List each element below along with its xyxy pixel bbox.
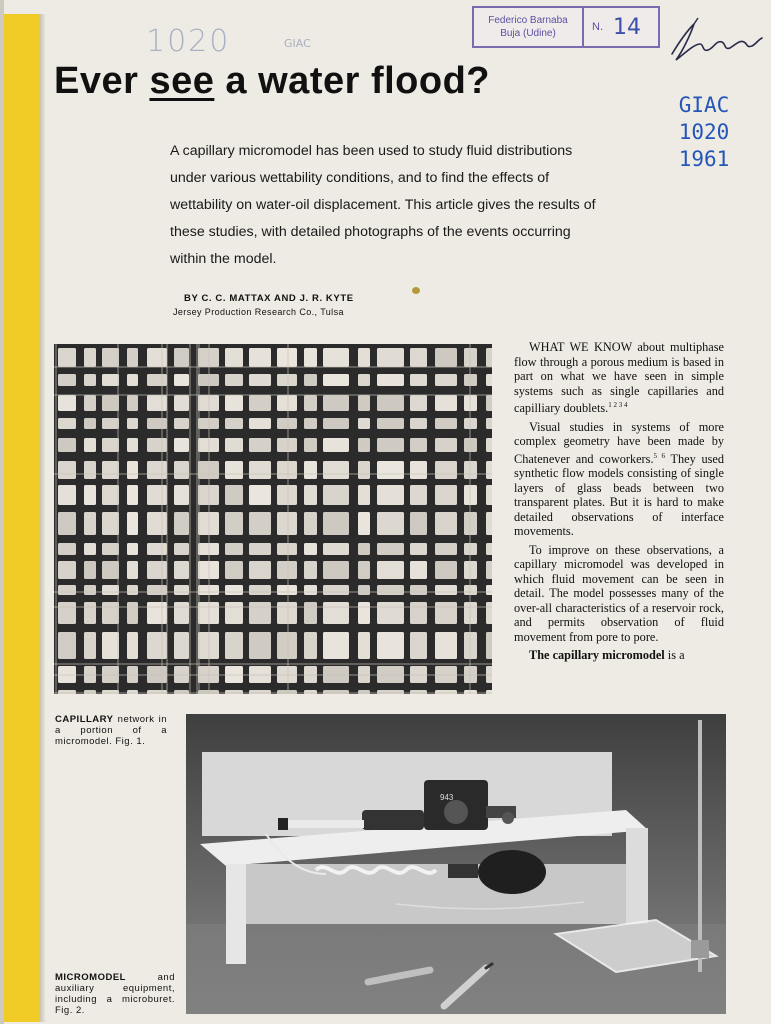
network-pore: [84, 543, 96, 555]
caption-lead: CAPILLARY: [55, 714, 114, 725]
network-channel: [54, 663, 492, 665]
network-pore: [486, 485, 492, 505]
handwritten-catalog-number: 1020: [146, 24, 231, 59]
network-pore: [304, 438, 317, 452]
pump-connector: [448, 864, 478, 878]
network-pore: [84, 461, 96, 479]
network-pore: [84, 418, 96, 429]
valve-knob: [502, 812, 514, 824]
network-pore: [102, 348, 119, 367]
network-pore: [174, 585, 189, 595]
reference-marks: 1 2 3 4: [608, 401, 628, 409]
network-pore: [127, 602, 138, 624]
network-pore: [377, 485, 404, 505]
network-pore: [147, 348, 167, 367]
network-pore: [304, 418, 317, 429]
network-pore: [225, 585, 243, 595]
network-pore: [323, 395, 349, 411]
network-pore: [377, 418, 404, 429]
network-pore: [358, 374, 370, 386]
stamp-number-box: [584, 8, 658, 46]
network-pore: [377, 374, 404, 386]
network-pore: [410, 543, 427, 555]
network-pore: [304, 461, 317, 479]
network-pore: [58, 395, 76, 411]
network-pore: [225, 438, 243, 452]
network-pore: [304, 543, 317, 555]
body-paragraph: [514, 340, 724, 416]
network-pore: [358, 461, 370, 479]
network-pore: [249, 602, 271, 624]
network-pore: [174, 543, 189, 555]
network-pore: [102, 602, 119, 624]
network-pore: [225, 561, 243, 579]
network-channel: [117, 344, 119, 694]
network-pore: [58, 585, 76, 595]
body-paragraph: [514, 648, 724, 663]
network-channel: [54, 394, 492, 396]
network-pore: [249, 374, 271, 386]
network-pore: [304, 485, 317, 505]
network-pore: [304, 561, 317, 579]
network-pore: [127, 348, 138, 367]
network-channel: [166, 344, 168, 694]
network-pore: [174, 395, 189, 411]
network-pore: [102, 418, 119, 429]
body-text: They used synthetic flow models consisting of single layers of glass beads between two transparent plates. But it is hard to make detailed observations of interface movements.: [514, 451, 725, 539]
body-text: Visual studies in systems of more complex geometry have been made by Chatenever and coworkers.: [514, 419, 724, 466]
network-pore: [102, 438, 119, 452]
network-pore: [147, 438, 167, 452]
network-pore: [323, 585, 349, 595]
article-byline: BY C. C. MATTAX AND J. R. KYTE: [184, 293, 354, 304]
body-paragraph: [514, 543, 724, 645]
side-note-line: 1020: [678, 120, 730, 144]
network-pore: [174, 561, 189, 579]
title-part: a water flood?: [214, 60, 491, 102]
syringe-tip: [284, 820, 364, 828]
network-pore: [377, 585, 404, 595]
network-pore: [323, 438, 349, 452]
network-pore: [102, 632, 119, 659]
network-channel: [161, 344, 163, 694]
network-pore: [358, 348, 370, 367]
stamp-number-label: N.: [592, 21, 603, 33]
network-pore: [435, 485, 457, 505]
stamp-owner-name: Federico Barnaba: [488, 15, 568, 26]
network-pore: [84, 512, 96, 535]
network-pore: [174, 512, 189, 535]
network-pore: [58, 418, 76, 429]
network-pore: [58, 543, 76, 555]
network-pore: [225, 512, 243, 535]
network-pore: [249, 395, 271, 411]
paper-fold-shadow: [40, 14, 46, 1022]
network-pore: [486, 461, 492, 479]
network-pore: [486, 438, 492, 452]
network-pore: [358, 438, 370, 452]
network-pore: [323, 632, 349, 659]
network-pore: [58, 348, 76, 367]
apparatus-base-panel: [246, 864, 626, 924]
network-pore: [410, 348, 427, 367]
network-pore: [58, 438, 76, 452]
network-pore: [225, 632, 243, 659]
pump-cylinder: [478, 850, 546, 894]
figure-1-capillary-photo: [54, 344, 492, 694]
network-pore: [58, 512, 76, 535]
apparatus-right-leg: [626, 828, 648, 924]
network-pore: [58, 485, 76, 505]
network-pore: [84, 485, 96, 505]
rod-clamp: [691, 940, 709, 958]
ink-blot: [412, 287, 420, 294]
network-pore: [377, 348, 404, 367]
network-pore: [435, 374, 457, 386]
gauge-dial: [444, 800, 468, 824]
network-channel: [196, 344, 198, 694]
network-pore: [225, 418, 243, 429]
network-pore: [249, 485, 271, 505]
network-pore: [323, 602, 349, 624]
stamp-number-value: 14: [613, 14, 641, 40]
handwritten-side-note: [654, 92, 754, 173]
network-pore: [84, 348, 96, 367]
network-pore: [486, 602, 492, 624]
network-pore: [410, 585, 427, 595]
caption-lead: MICROMODEL: [55, 972, 126, 983]
network-pore: [377, 632, 404, 659]
side-note-line: 1961: [678, 147, 730, 171]
network-pore: [147, 602, 167, 624]
network-pore: [304, 395, 317, 411]
network-pore: [435, 438, 457, 452]
network-pore: [486, 418, 492, 429]
network-pore: [127, 585, 138, 595]
network-pore: [410, 395, 427, 411]
network-channel: [54, 366, 492, 368]
network-channel: [54, 692, 492, 694]
network-pore: [174, 418, 189, 429]
network-pore: [323, 543, 349, 555]
network-pore: [84, 395, 96, 411]
network-pore: [127, 543, 138, 555]
capillary-network-image: [54, 344, 492, 694]
network-pore: [147, 461, 167, 479]
network-pore: [358, 632, 370, 659]
network-pore: [486, 632, 492, 659]
network-pore: [84, 438, 96, 452]
network-pore: [58, 632, 76, 659]
syringe-end: [278, 818, 288, 830]
network-pore: [147, 512, 167, 535]
network-pore: [358, 602, 370, 624]
network-pore: [323, 418, 349, 429]
network-pore: [225, 395, 243, 411]
body-text: is a: [664, 648, 685, 663]
network-pore: [58, 561, 76, 579]
network-channel: [189, 344, 191, 694]
library-stamp: [472, 6, 660, 48]
network-pore: [147, 561, 167, 579]
network-pore: [127, 512, 138, 535]
network-pore: [358, 543, 370, 555]
figure-2-micromodel-photo: [186, 714, 726, 1014]
network-pore: [127, 561, 138, 579]
network-pore: [249, 585, 271, 595]
network-pore: [358, 418, 370, 429]
network-pore: [410, 602, 427, 624]
network-pore: [249, 561, 271, 579]
syringe-barrel: [362, 810, 424, 830]
network-pore: [435, 561, 457, 579]
network-pore: [323, 374, 349, 386]
network-pore: [127, 438, 138, 452]
network-pore: [486, 543, 492, 555]
network-pore: [174, 374, 189, 386]
network-pore: [304, 374, 317, 386]
network-pore: [127, 418, 138, 429]
network-pore: [323, 461, 349, 479]
network-pore: [147, 585, 167, 595]
network-pore: [435, 461, 457, 479]
network-pore: [127, 485, 138, 505]
title-underlined-word: see: [149, 60, 215, 102]
network-pore: [358, 485, 370, 505]
network-pore: [410, 561, 427, 579]
network-pore: [377, 395, 404, 411]
network-pore: [435, 543, 457, 555]
network-pore: [410, 632, 427, 659]
network-pore: [58, 374, 76, 386]
network-pore: [486, 374, 492, 386]
handwritten-catalog-tag: GIAC: [284, 37, 311, 50]
network-pore: [486, 561, 492, 579]
network-pore: [435, 348, 457, 367]
article-body-column: [514, 340, 724, 667]
body-paragraph: [514, 420, 724, 539]
reference-marks: 5 6: [653, 451, 665, 460]
network-pore: [102, 395, 119, 411]
network-pore: [377, 543, 404, 555]
network-pore: [410, 512, 427, 535]
body-text: WHAT WE KNOW about multiphase flow through a porous medium is based in part on what we have seen in simple systems such as single capillaries and capilliary doublets.: [514, 340, 724, 416]
network-pore: [358, 395, 370, 411]
network-pore: [225, 485, 243, 505]
body-text: To improve on these observations, a capillary micromodel was developed in which fluid movement can be seen in detail. The model possesses many of the over-all characteristics of a reservoir rock, and permits observation of fluid movement from pore to pore.: [514, 542, 724, 644]
network-pore: [174, 485, 189, 505]
figure-1-caption: [55, 714, 167, 747]
network-pore: [377, 602, 404, 624]
network-pore: [486, 585, 492, 595]
run-in-heading: The capillary micromodel: [529, 648, 665, 663]
article-title: [54, 60, 490, 103]
network-pore: [127, 374, 138, 386]
network-pore: [58, 602, 76, 624]
network-pore: [304, 348, 317, 367]
network-channel: [287, 344, 289, 694]
network-channel: [55, 344, 57, 694]
network-pore: [249, 632, 271, 659]
network-pore: [358, 512, 370, 535]
caption-text: and auxiliary equipment, including a microburet. Fig. 2.: [55, 972, 175, 1016]
network-pore: [435, 395, 457, 411]
network-pore: [127, 461, 138, 479]
network-channel: [54, 473, 492, 475]
network-pore: [102, 543, 119, 555]
caption-text: network in a portion of a micromodel. Fig. 1.: [55, 714, 167, 747]
network-pore: [84, 561, 96, 579]
network-pore: [435, 418, 457, 429]
network-pore: [358, 561, 370, 579]
side-note-line: GIAC: [678, 93, 730, 117]
network-pore: [304, 512, 317, 535]
network-pore: [102, 561, 119, 579]
micromodel-apparatus-image: [186, 714, 726, 1014]
network-pore: [249, 418, 271, 429]
network-pore: [377, 561, 404, 579]
title-part: Ever: [54, 60, 150, 102]
network-pore: [304, 585, 317, 595]
network-channel: [54, 674, 492, 676]
binding-strip: [4, 14, 40, 1022]
article-affiliation: Jersey Production Research Co., Tulsa: [173, 307, 344, 317]
network-pore: [410, 461, 427, 479]
network-pore: [147, 374, 167, 386]
network-pore: [58, 461, 76, 479]
network-pore: [410, 438, 427, 452]
network-pore: [174, 438, 189, 452]
network-pore: [174, 461, 189, 479]
network-pore: [377, 461, 404, 479]
network-pore: [377, 438, 404, 452]
network-pore: [486, 348, 492, 367]
network-pore: [435, 585, 457, 595]
network-pore: [304, 602, 317, 624]
network-pore: [225, 348, 243, 367]
network-pore: [174, 632, 189, 659]
network-channel: [54, 591, 492, 593]
network-pore: [174, 348, 189, 367]
network-pore: [174, 602, 189, 624]
network-pore: [225, 374, 243, 386]
network-pore: [377, 512, 404, 535]
network-pore: [102, 485, 119, 505]
network-channel: [198, 344, 200, 694]
network-channel: [469, 344, 471, 694]
gauge-reading: 943: [440, 793, 454, 802]
network-pore: [102, 374, 119, 386]
network-pore: [435, 602, 457, 624]
support-rod: [698, 720, 702, 972]
network-channel: [208, 344, 210, 694]
network-pore: [323, 512, 349, 535]
network-pore: [147, 485, 167, 505]
network-pore: [102, 512, 119, 535]
network-pore: [323, 485, 349, 505]
network-pore: [225, 543, 243, 555]
network-pore: [147, 395, 167, 411]
handwritten-signature: [664, 14, 766, 68]
network-pore: [249, 438, 271, 452]
network-pore: [84, 585, 96, 595]
network-channel: [54, 606, 492, 608]
network-pore: [147, 632, 167, 659]
network-pore: [323, 561, 349, 579]
network-pore: [435, 632, 457, 659]
network-pore: [249, 543, 271, 555]
network-pore: [249, 512, 271, 535]
network-pore: [84, 374, 96, 386]
article-abstract: A capillary micromodel has been used to study fluid distributions under various wettability conditions, and to find the effects of wettability on water-oil displacement. This article gives the results of these studies, with detailed photographs of the events occurring within the model.: [170, 143, 596, 267]
stamp-owner-city: Buja (Udine): [500, 28, 556, 39]
network-pore: [486, 512, 492, 535]
network-pore: [358, 585, 370, 595]
network-pore: [225, 461, 243, 479]
network-pore: [304, 632, 317, 659]
network-pore: [249, 348, 271, 367]
network-pore: [84, 602, 96, 624]
network-pore: [435, 512, 457, 535]
stamp-owner: [474, 8, 584, 46]
network-pore: [410, 485, 427, 505]
network-pore: [102, 585, 119, 595]
network-pore: [127, 632, 138, 659]
network-pore: [323, 348, 349, 367]
network-pore: [410, 418, 427, 429]
network-pore: [486, 395, 492, 411]
apparatus-left-leg: [226, 864, 246, 964]
network-pore: [147, 543, 167, 555]
network-pore: [249, 461, 271, 479]
figure-2-caption: [55, 972, 175, 1016]
network-pore: [127, 395, 138, 411]
network-pore: [102, 461, 119, 479]
network-pore: [225, 602, 243, 624]
network-pore: [147, 418, 167, 429]
network-pore: [410, 374, 427, 386]
network-pore: [84, 632, 96, 659]
